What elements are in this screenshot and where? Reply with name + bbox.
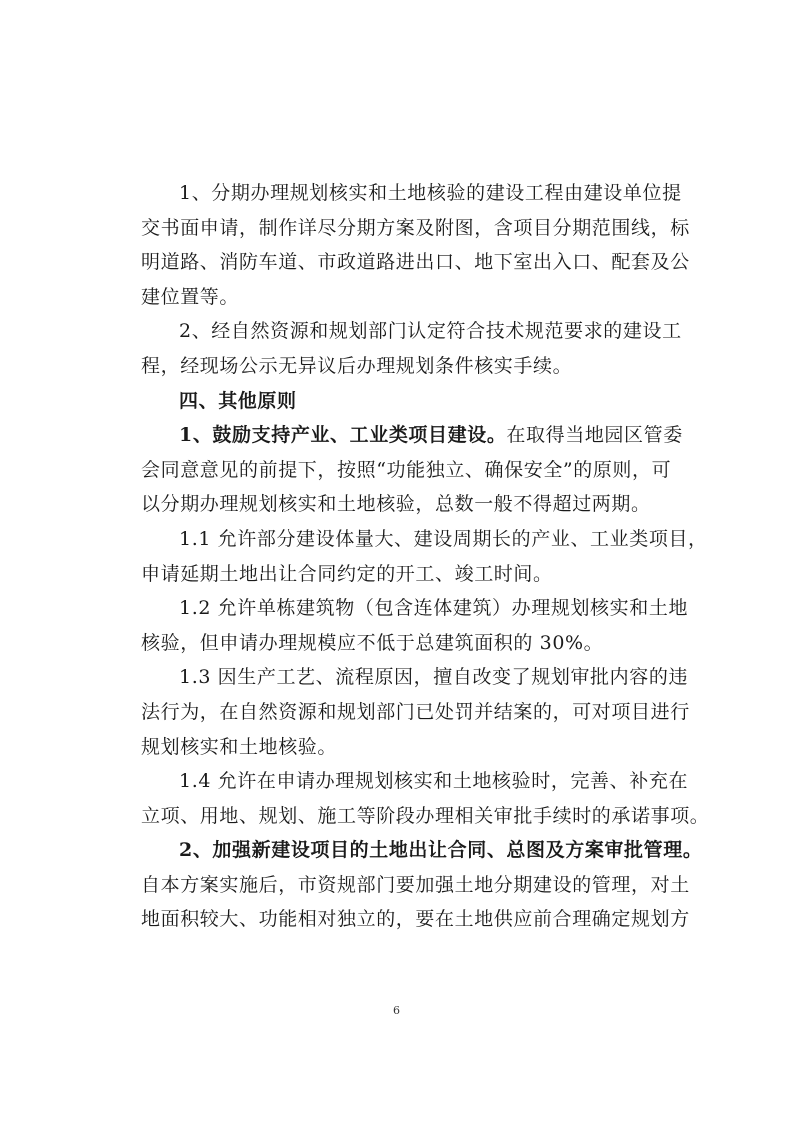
paragraph-line: 自本方案实施后，市资规部门要加强土地分期建设的管理，对土 bbox=[141, 873, 690, 896]
paragraph-line: 1.2 允许单栋建筑物（包含连体建筑）办理规划核实和土地 bbox=[179, 597, 689, 620]
line-text: 在取得当地园区管委 bbox=[506, 424, 683, 447]
paragraph-line: 以分期办理规划核实和土地核验，总数一般不得超过两期。 bbox=[141, 493, 651, 516]
paragraph-line: 会同意意见的前提下，按照“功能独立、确保安全”的原则，可 bbox=[141, 458, 672, 481]
paragraph-line: 申请延期土地出让合同约定的开工、竣工时间。 bbox=[141, 562, 553, 585]
paragraph-line: 交书面申请，制作详尽分期方案及附图，含项目分期范围线，标 bbox=[141, 216, 690, 239]
paragraph-line: 明道路、消防车道、市政道路进出口、地下室出入口、配套及公 bbox=[141, 251, 690, 274]
paragraph-line: 2、经自然资源和规划部门认定符合技术规范要求的建设工 bbox=[179, 320, 682, 343]
paragraph-line: 1.3 因生产工艺、流程原因，擅自改变了规划审批内容的违 bbox=[179, 666, 689, 689]
document-body bbox=[141, 176, 710, 937]
paragraph-line bbox=[141, 418, 683, 453]
paragraph-line: 立项、用地、规划、施工等阶段办理相关审批手续时的承诺事项。 bbox=[141, 804, 710, 827]
bold-lead-text: 1、鼓励支持产业、工业类项目建设。 bbox=[179, 424, 507, 447]
paragraph-line: 1.1 允许部分建设体量大、建设周期长的产业、工业类项目， bbox=[179, 527, 708, 550]
paragraph-line: 建位置等。 bbox=[141, 285, 240, 308]
bold-paragraph-line: 2、加强新建设项目的土地出让合同、总图及方案审批管理。 bbox=[179, 839, 703, 862]
page-number: 6 bbox=[393, 1004, 400, 1017]
paragraph-line: 1.4 允许在申请办理规划核实和土地核验时，完善、补充在 bbox=[179, 770, 689, 793]
section-heading: 四、其他原则 bbox=[179, 389, 297, 412]
paragraph-line: 程，经现场公示无异议后办理规划条件核实手续。 bbox=[141, 354, 573, 377]
paragraph-line: 法行为，在自然资源和规划部门已处罚并结案的，可对项目进行 bbox=[141, 700, 690, 723]
paragraph-line: 规划核实和土地核验。 bbox=[141, 735, 338, 758]
paragraph-line: 1、分期办理规划核实和土地核验的建设工程由建设单位提 bbox=[179, 182, 682, 204]
paragraph-line: 核验，但申请办理规模应不低于总建筑面积的 30%。 bbox=[141, 631, 604, 654]
paragraph-line: 地面积较大、功能相对独立的，要在土地供应前合理确定规划方 bbox=[141, 908, 690, 931]
